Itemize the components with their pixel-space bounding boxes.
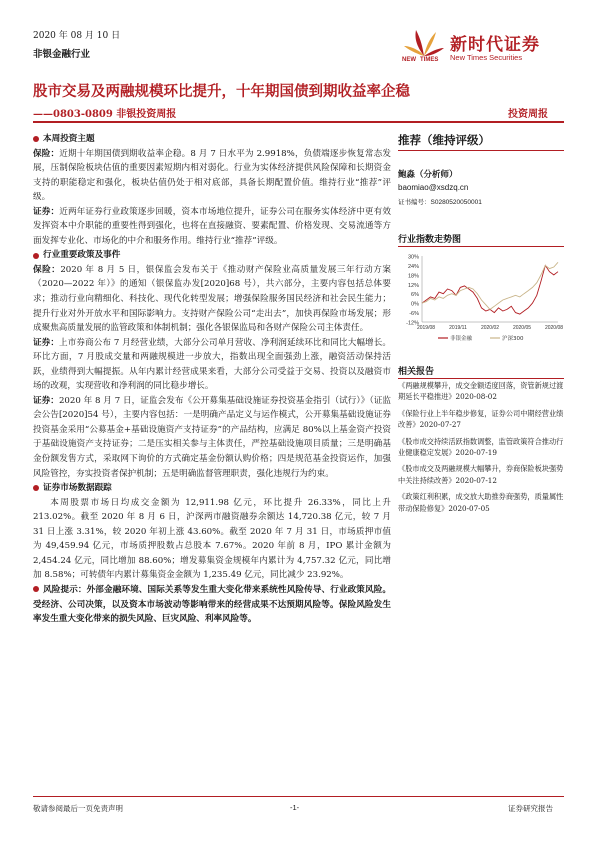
page-number: -1-: [290, 803, 300, 812]
report-date: 2020 年 08 月 10 日: [33, 31, 121, 41]
y-tick-label: 18%: [407, 273, 419, 280]
related-report-item[interactable]: 《政策红利积累，成交放大助推券商强势，质量属性带动保险修复》2020-07-05: [398, 492, 564, 513]
x-tick-label: 2020/08: [544, 325, 564, 331]
paragraph: 保险：近期十年期国债到期收益率企稳。8 月 7 日水平为 2.9918%，负债端逐步恢复常态发展，压制保险板块估值的重要因素短期内相对弱化。行业为实体经济提供风险保障和长期资金支持的职能稳定和强化，板块估值仍处于相对底部，具备长期配置价值。维持行业“推荐”评级。: [33, 148, 391, 203]
title-divider: [33, 121, 564, 123]
legend-label: 沪深300: [502, 336, 524, 342]
series-line-0: [422, 265, 558, 314]
section-policy-events: [33, 248, 391, 481]
footer-divider: [33, 796, 564, 797]
paragraph: 本周股票市场日均成交金额为 12,911.98 亿元，环比提升 26.33%，同比上升 213.02%。截至 2020 年 8 月 6 日，沪深两市融资融券余额达 14,720.38 亿元，较 7 月 31 日上涨 3.31%，较 2020 年初上涨 43.60%。截至 2020 年 7 月 31 日，市场质押市值为 49,459.94 亿元，市场质押股数占总股本 7.67%。2020 年前 8 月，IPO 累计金额为 2,454.24 亿元，同比增加 88.60%；增发募集资金规模年内累计为 4,757.32 亿元，同比增加 8.58%；可转债年内累计募集资金金额为 1,235.49 亿元，同比减少 23.92%。: [33, 497, 391, 581]
y-tick-label: 30%: [407, 254, 419, 261]
x-tick-label: 2020/02: [480, 325, 500, 331]
related-report-item[interactable]: 《两融规模攀升，成交金额适度回落，资管新规过渡期延长平稳推进》2020-08-02: [398, 381, 564, 402]
legend-label: 非银金融: [450, 336, 473, 342]
related-reports-title: 相关报告: [398, 367, 435, 377]
analyst-name: 鲍淼（分析师）: [398, 170, 458, 180]
related-report-item[interactable]: 《股市成交及两融规模大幅攀升，券商保险板块强势中关注持续改善》2020-07-12: [398, 464, 564, 485]
report-type: 投资周报: [508, 109, 548, 120]
x-tick-label: 2020/05: [512, 325, 532, 331]
related-divider: [398, 378, 564, 379]
logo-text-new: NEW: [402, 57, 416, 63]
section-heading: 行业重要政策及事件: [33, 248, 391, 263]
related-report-item[interactable]: 《保险行业上半年稳步修复，证券公司中期经营业绩改善》2020-07-27: [398, 408, 564, 430]
section-market-data: [33, 481, 391, 583]
analyst-certificate: 证书编号：S0280520050001: [398, 199, 482, 206]
y-tick-label: 12%: [407, 282, 419, 289]
bullet-icon: [33, 253, 39, 259]
related-reports-list: [398, 380, 566, 519]
section-heading: 证券市场数据跟踪: [33, 481, 391, 496]
risk-warning: 风险提示：外部金融环境、国际关系等发生重大变化带来系统性风险传导、行业政策风险。受经济、公司决策，以及资本市场波动等影响带来的经营成果不达预期风险等。保险风险发生率发生重大变化带来的损失风险、巨灾风险、利率风险等。: [33, 584, 391, 625]
section-heading: 本周投资主题: [33, 132, 391, 147]
y-tick-label: 24%: [407, 263, 419, 270]
related-report-item[interactable]: 《股市成交持续活跃指数调整，监管政策符合推动行业健康稳定发展》2020-07-19: [398, 436, 564, 458]
y-tick-label: -12%: [406, 320, 419, 327]
brand-name-en: New Times Securities: [450, 53, 523, 62]
paragraph: 证券：近两年证券行业政策逐步回暖，资本市场地位提升，证券公司在服务实体经济中更有效发挥资本中介职能的重要性得到强化，也将在直接融资、要素配置、价格发现、交易流通等方面发挥专业化、市场化的中介和服务作用。维持行业“推荐”评级。: [33, 206, 391, 246]
y-tick-label: 6%: [411, 292, 419, 299]
paragraph: 保险：2020 年 8 月 5 日，银保监会发布关于《推动财产保险业高质量发展三年行动方案（2020—2022 年）》的通知（银保监办发[2020]68 号），共六部分，主要内容包括总体要求；推动行业向精细化、科技化、现代化转型发展；增强保险服务国民经济和社会民生能力；提升行业对外开放水平和国际影响力。支持财产保险公司“走出去”，加快再保险市场发展；形成聚焦高质量发展的监管政策和体制机制；强化各银保监局和各财产保险公司主体责任。: [33, 264, 391, 334]
index-trend-chart: [398, 252, 564, 352]
paragraph: 证券：2020 年 8 月 7 日，证监会发布《公开募集基础设施证券投资基金指引（试行）》（证监会公告[2020]54 号），主要内容包括：一是明确产品定义与运作模式，公开募集基础设施证券投资基金采用“公募基金+基础设施资产支持证券”的产品结构，应满足 80%以上基金资产投资于基础设施资产支持证券；二是压实相关参与主体责任，严控基础设施项目质量；三是明确基金份额发售方式，采取网下询价的方式确定基金份额认购价格；四是规范基金投资运作，加强风险管控，夯实投资者保护机制；五是明确监督管理职责，强化违规行为约束。: [33, 395, 391, 479]
bullet-icon: [33, 586, 39, 592]
brand-name-cn: 新时代证券: [450, 35, 540, 55]
logo-mark-icon: [400, 26, 448, 66]
report-body: [33, 132, 391, 627]
y-tick-label: 0%: [411, 301, 419, 308]
disclaimer-note: 敬请参阅最后一页免责声明: [33, 804, 123, 813]
brand-logo: [400, 26, 570, 70]
chart-title: 行业指数走势图: [398, 235, 462, 245]
paragraph: 证券：上市券商公布 7 月经营业绩，大部分公司单月营收、净利润延续环比和同比大幅增长。环比方面，7 月股成交量和两融规模进一步放大，指数出现全面强劲上涨，融资活动保持活跃，业绩得到大幅提振。从年内累计经营成果来看，大部分公司受益于交易、投资以及融资市场的改观，实现营收和净利润的同比稳步增长。: [33, 337, 391, 392]
y-tick-label: -6%: [409, 311, 419, 318]
report-subtitle: ——0803-0809 非银投资周报: [33, 109, 177, 120]
section-investment-theme: [33, 132, 391, 248]
report-title: 股市交易及两融规模环比提升，十年期国债到期收益率企稳: [33, 83, 410, 100]
report-category: 证券研究报告: [508, 804, 553, 813]
industry-rating: 推荐（维持评级）: [398, 133, 490, 147]
bullet-icon: [33, 136, 39, 142]
x-tick-label: 2019/08: [416, 325, 436, 331]
rating-divider: [398, 150, 564, 151]
chart-divider: [398, 246, 564, 247]
series-line-1: [422, 262, 558, 309]
industry-label: 非银金融行业: [33, 49, 91, 60]
logo-text-times: TIMES: [420, 57, 439, 63]
bullet-icon: [33, 485, 39, 491]
analyst-email[interactable]: baomiao@xsdzq.cn: [398, 183, 469, 192]
x-tick-label: 2019/11: [449, 325, 467, 331]
